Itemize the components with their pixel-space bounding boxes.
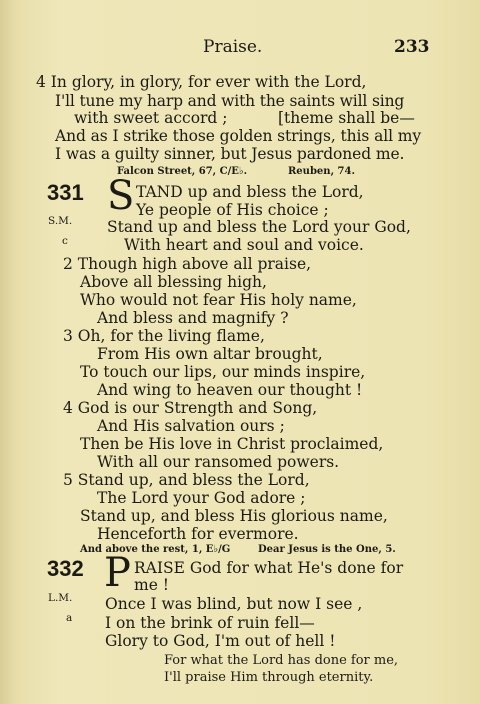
- tune-reference: Reuben, 74.: [288, 166, 355, 177]
- verse-line: Stand up, and bless His glorious name,: [80, 507, 388, 525]
- verse-line: TAND up and bless the Lord,: [136, 183, 364, 201]
- verse-line: To touch our lips, our minds inspire,: [80, 363, 366, 381]
- verse-line: And bless and magnify ?: [97, 309, 289, 327]
- hymn-key: c: [62, 235, 68, 247]
- prev-stanza-line: And as I strike those golden strings, this all my: [55, 127, 422, 145]
- verse-line: 3 Oh, for the living flame,: [63, 327, 265, 345]
- drop-cap: P: [104, 550, 131, 596]
- prev-stanza-line: with sweet accord ;: [74, 109, 228, 127]
- hymn-meter: S.M.: [48, 215, 73, 227]
- tune-reference: And above the rest, 1, E♭/G: [80, 544, 231, 555]
- prev-stanza-line: [theme shall be—: [278, 109, 415, 127]
- verse-line: Then be His love in Christ proclaimed,: [80, 435, 384, 453]
- verse-line: Above all blessing high,: [80, 273, 267, 291]
- hymn-number: 332: [47, 556, 84, 581]
- verse-line: I on the brink of ruin fell—: [105, 614, 315, 632]
- verse-line: The Lord your God adore ;: [97, 489, 306, 507]
- verse-line: Stand up and bless the Lord your God,: [107, 218, 411, 236]
- verse-line: me !: [134, 576, 170, 594]
- verse-line: And wing to heaven our thought !: [97, 381, 363, 399]
- chorus-line: I'll praise Him through eternity.: [164, 670, 374, 685]
- verse-line: Ye people of His choice ;: [136, 201, 329, 219]
- verse-line: 5 Stand up, and bless the Lord,: [63, 471, 310, 489]
- hymn-key: a: [66, 612, 73, 624]
- hymn-number: 331: [47, 180, 84, 205]
- tune-reference: Falcon Street, 67, C/E♭.: [117, 166, 248, 177]
- prev-stanza-line: 4 In glory, in glory, for ever with the Lord,: [36, 73, 367, 91]
- verse-line: Once I was blind, but now I see ,: [105, 595, 363, 613]
- prev-stanza-line: I'll tune my harp and with the saints will sing: [55, 92, 405, 110]
- page-number: 233: [394, 37, 430, 57]
- verse-line: Who would not fear His holy name,: [80, 291, 357, 309]
- verse-line: Glory to God, I'm out of hell !: [105, 632, 336, 650]
- chorus-line: For what the Lord has done for me,: [164, 653, 399, 668]
- verse-line: 4 God is our Strength and Song,: [63, 399, 318, 417]
- page-title: Praise.: [203, 37, 263, 57]
- tune-reference: Dear Jesus is the One, 5.: [258, 544, 396, 555]
- drop-cap: S: [107, 173, 135, 219]
- prev-stanza-line: I was a guilty sinner, but Jesus pardoned me.: [55, 145, 405, 163]
- hymn-meter: L.M.: [48, 592, 73, 604]
- verse-line: Henceforth for evermore.: [97, 525, 299, 543]
- verse-line: RAISE God for what He's done for: [134, 559, 404, 577]
- verse-line: With all our ransomed powers.: [97, 453, 340, 471]
- verse-line: And His salvation ours ;: [97, 417, 285, 435]
- verse-line: From His own altar brought,: [97, 345, 323, 363]
- verse-line: With heart and soul and voice.: [124, 236, 364, 254]
- verse-line: 2 Though high above all praise,: [63, 255, 312, 273]
